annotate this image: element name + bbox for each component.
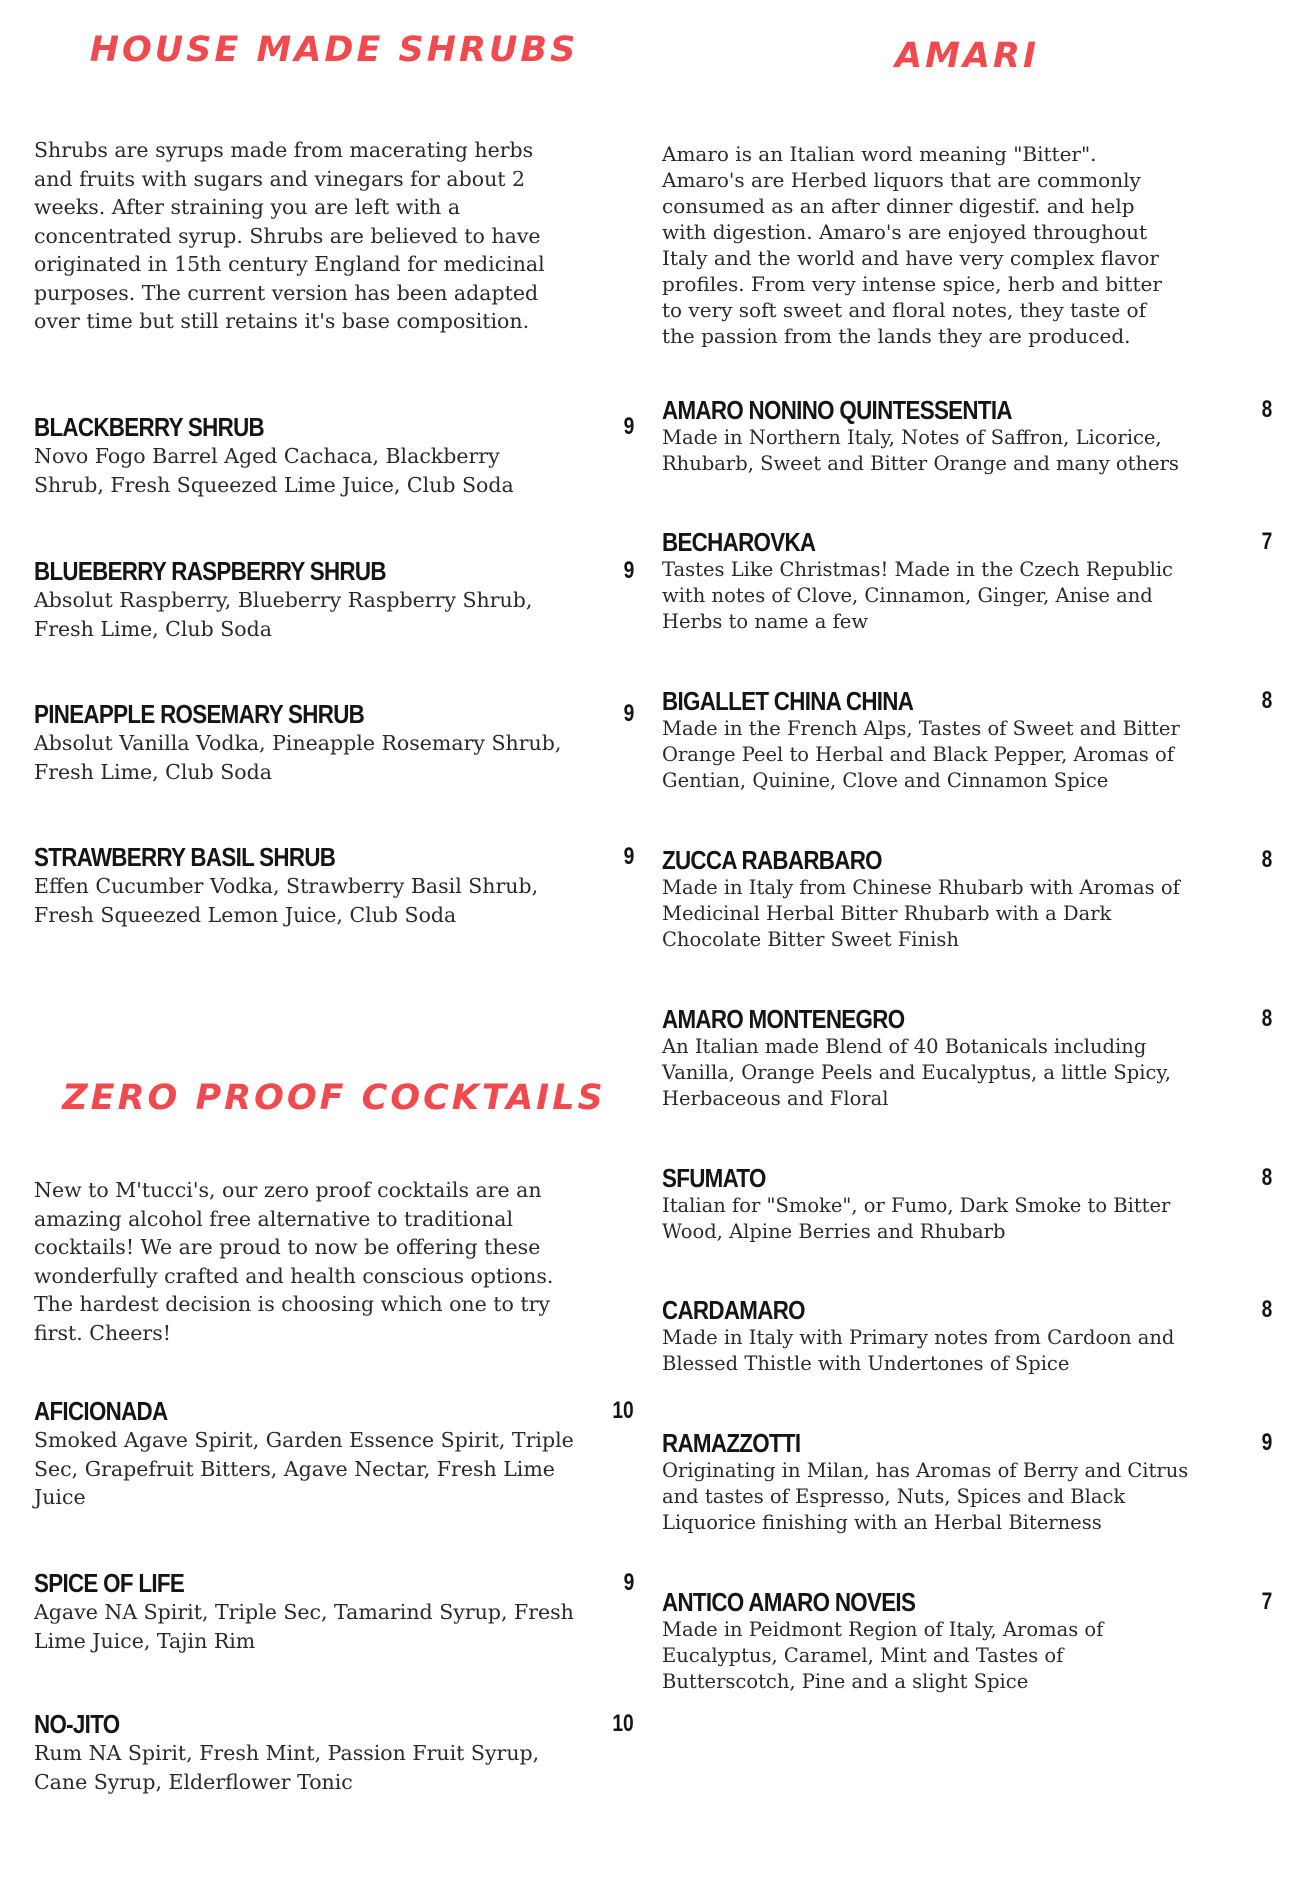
item-price: 8 [1261, 1164, 1272, 1191]
item-price: 8 [1261, 846, 1272, 873]
menu-item [662, 845, 1272, 953]
amari-title: AMARI [895, 36, 1039, 76]
item-description: Smoked Agave Spirit, Garden Essence Spirit, Triple Sec, Grapefruit Bitters, Agave Nectar, Fresh Lime Juice [34, 1428, 574, 1509]
menu-item [662, 1428, 1272, 1536]
item-name: ZUCCA RABARBARO [662, 845, 882, 875]
item-price: 9 [623, 557, 634, 584]
item-description: Effen Cucumber Vodka, Strawberry Basil Shrub, Fresh Squeezed Lemon Juice, Club Soda [34, 874, 539, 927]
item-name: SPICE OF LIFE [34, 1568, 185, 1598]
menu-item [662, 686, 1272, 794]
shrubs-title: HOUSE MADE SHRUBS [89, 30, 579, 70]
menu-item [662, 1004, 1272, 1112]
menu-item [662, 1163, 1272, 1245]
zero-proof-intro: New to M'tucci's, our zero proof cocktails are an amazing alcohol free alternative to traditional cocktails! We are proud to now be offering these wonderfully crafted and health conscious options. The hardest decision is choosing which one to try first. Cheers! [34, 1178, 554, 1345]
item-name: STRAWBERRY BASIL SHRUB [34, 842, 336, 872]
item-price: 9 [1261, 1429, 1272, 1456]
item-price: 7 [1261, 1588, 1272, 1615]
item-name: CARDAMARO [662, 1295, 805, 1325]
item-name: AMARO NONINO QUINTESSENTIA [662, 395, 1012, 425]
item-description: Made in the French Alps, Tastes of Sweet and Bitter Orange Peel to Herbal and Black Pepper, Aromas of Gentian, Quinine, Clove and Cinnamon Spice [662, 717, 1180, 792]
item-description: Made in Italy from Chinese Rhubarb with Aromas of Medicinal Herbal Bitter Rhubarb with a Dark Chocolate Bitter Sweet Finish [662, 876, 1180, 951]
item-name: BECHAROVKA [662, 527, 816, 557]
item-description: Agave NA Spirit, Triple Sec, Tamarind Syrup, Fresh Lime Juice, Tajin Rim [34, 1600, 574, 1653]
item-name: BIGALLET CHINA CHINA [662, 686, 914, 716]
item-price: 10 [612, 1710, 634, 1737]
item-name: AFICIONADA [34, 1396, 168, 1426]
item-price: 8 [1261, 687, 1272, 714]
item-price: 9 [623, 843, 634, 870]
item-description: Made in Northern Italy, Notes of Saffron, Licorice, Rhubarb, Sweet and Bitter Orange and many others [662, 426, 1179, 475]
item-price: 9 [623, 413, 634, 440]
menu-item [34, 1396, 634, 1512]
item-description: Absolut Raspberry, Blueberry Raspberry Shrub, Fresh Lime, Club Soda [34, 588, 533, 641]
item-name: BLACKBERRY SHRUB [34, 412, 264, 442]
item-price: 10 [612, 1397, 634, 1424]
zero-proof-title: ZERO PROOF COCKTAILS [62, 1078, 606, 1118]
item-price: 8 [1261, 1296, 1272, 1323]
item-description: Italian for "Smoke", or Fumo, Dark Smoke to Bitter Wood, Alpine Berries and Rhubarb [662, 1194, 1171, 1243]
menu-item [34, 699, 634, 786]
item-description: Made in Italy with Primary notes from Cardoon and Blessed Thistle with Undertones of Spice [662, 1326, 1175, 1375]
item-price: 8 [1261, 396, 1272, 423]
item-name: SFUMATO [662, 1163, 766, 1193]
item-description: Tastes Like Christmas! Made in the Czech Republic with notes of Clove, Cinnamon, Ginger, Anise and Herbs to name a few [662, 558, 1173, 633]
menu-item [662, 1587, 1272, 1695]
item-price: 9 [623, 1569, 634, 1596]
item-description: Absolut Vanilla Vodka, Pineapple Rosemary Shrub, Fresh Lime, Club Soda [34, 731, 562, 784]
item-description: An Italian made Blend of 40 Botanicals including Vanilla, Orange Peels and Eucalyptus, a little Spicy, Herbaceous and Floral [662, 1035, 1171, 1110]
menu-item [34, 412, 634, 499]
amari-intro: Amaro is an Italian word meaning "Bitter". Amaro's are Herbed liquors that are commonly consumed as an after dinner digestif. and help with digestion. Amaro's are enjoyed throughout Italy and the world and have very complex flavor profiles. From very intense spice, herb and bitter to very soft sweet and floral notes, they taste of the passion from the lands they are produced. [662, 142, 1162, 348]
item-price: 9 [623, 700, 634, 727]
menu-item [662, 1295, 1272, 1377]
item-name: BLUEBERRY RASPBERRY SHRUB [34, 556, 386, 586]
menu-item [34, 842, 634, 929]
item-description: Made in Peidmont Region of Italy, Aromas of Eucalyptus, Caramel, Mint and Tastes of Butterscotch, Pine and a slight Spice [662, 1618, 1104, 1693]
menu-item [34, 1568, 634, 1655]
item-price: 8 [1261, 1005, 1272, 1032]
item-name: RAMAZZOTTI [662, 1428, 801, 1458]
item-name: PINEAPPLE ROSEMARY SHRUB [34, 699, 365, 729]
item-name: NO-JITO [34, 1709, 120, 1739]
menu-item [34, 1709, 634, 1796]
menu-item [34, 556, 634, 643]
item-description: Originating in Milan, has Aromas of Berry and Citrus and tastes of Espresso, Nuts, Spices and Black Liquorice finishing with an Herbal Biterness [662, 1459, 1189, 1534]
item-name: AMARO MONTENEGRO [662, 1004, 905, 1034]
item-price: 7 [1261, 528, 1272, 555]
item-name: ANTICO AMARO NOVEIS [662, 1587, 916, 1617]
menu-item [662, 527, 1272, 635]
item-description: Rum NA Spirit, Fresh Mint, Passion Fruit Syrup, Cane Syrup, Elderflower Tonic [34, 1741, 540, 1794]
shrubs-intro: Shrubs are syrups made from macerating herbs and fruits with sugars and vinegars for about 2 weeks. After straining you are left with a concentrated syrup. Shrubs are believed to have originated in 15th century England for medicinal purposes. The current version has been adapted over time but still retains it's base composition. [34, 138, 545, 333]
item-description: Novo Fogo Barrel Aged Cachaca, Blackberry Shrub, Fresh Squeezed Lime Juice, Club Soda [34, 444, 514, 497]
menu-item [662, 395, 1272, 477]
